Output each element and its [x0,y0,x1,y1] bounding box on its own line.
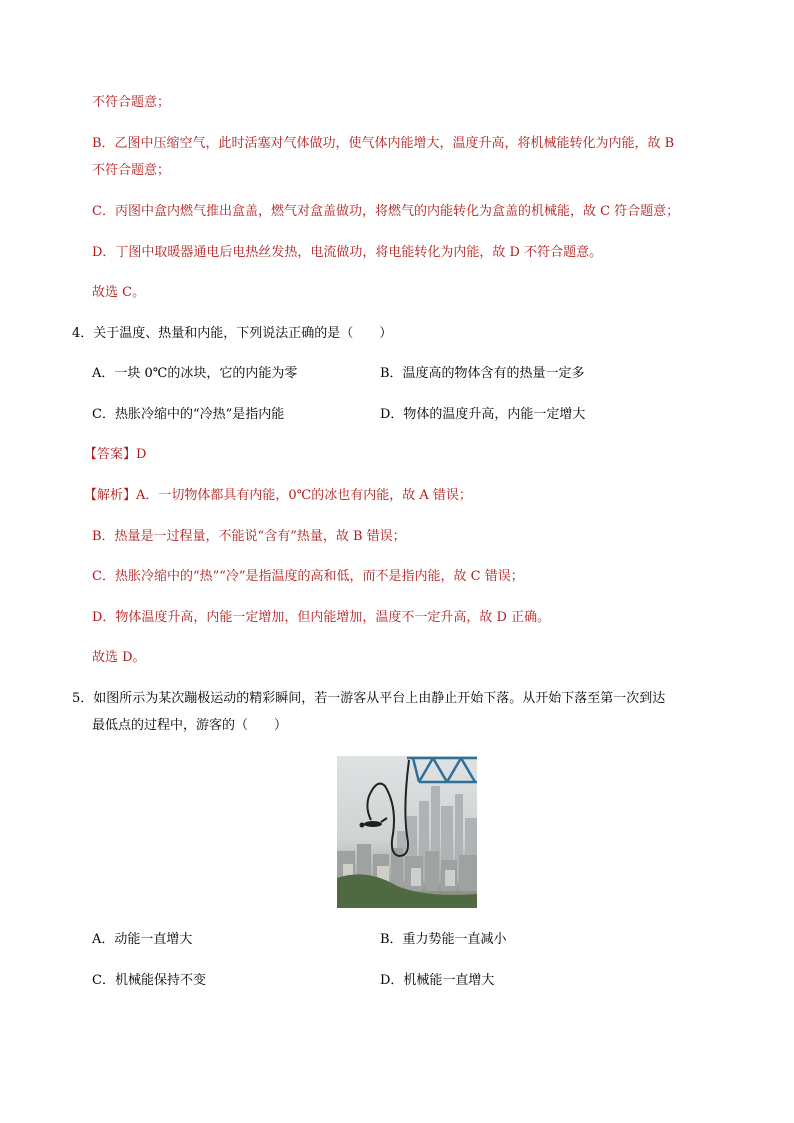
q5-option-c: C．机械能保持不变 [92,973,206,988]
q4-analysis-d: D．物体温度升高，内能一定增加，但内能增加，温度不一定升高，故 D 正确。 [92,610,551,625]
analysis-d-line: D．丁图中取暖器通电后电热丝发热，电流做功，将电能转化为内能，故 D 不符合题意。 [92,245,603,260]
q5-option-a: A．动能一直增大 [92,932,193,947]
q4-analysis-c: C．热胀冷缩中的“热”“冷”是指温度的高和低，而不是指内能，故 C 错误； [92,569,524,584]
q4-option-c: C．热胀冷缩中的“冷热”是指内能 [92,407,285,422]
answer-value: D [136,447,147,462]
analysis-b-line2: 不符合题意； [92,163,171,178]
answer-tag: 【答案】 [84,447,137,462]
q4-analysis-b: B．热量是一过程量，不能说“含有”热量，故 B 错误； [92,529,406,544]
q4-answer [84,446,146,464]
q4-analysis-a [84,487,472,505]
q4-stem: 4．关于温度、热量和内能，下列说法正确的是（ ） [72,326,393,341]
q5-stem-line2: 最低点的过程中，游客的（ ） [92,718,288,733]
q5-option-b: B．重力势能一直减小 [380,932,507,947]
analysis-a-tail: 不符合题意； [92,95,171,110]
analysis-choice: 故选 C。 [92,285,146,300]
analysis-b-line1: B．乙图中压缩空气，此时活塞对气体做功，使气体内能增大，温度升高，将机械能转化为内能，故 B [92,136,675,151]
q5-stem-line1: 5．如图所示为某次蹦极运动的精彩瞬间，若一游客从平台上由静止开始下落。从开始下落至第一次到达 [72,691,666,706]
analysis-c-line: C．丙图中盒内燃气推出盒盖，燃气对盒盖做功，将燃气的内能转化为盒盖的机械能，故 C 符合题意； [92,204,680,219]
q4-option-a: A．一块 0℃的冰块，它的内能为零 [92,366,298,381]
analysis-a-text: A．一切物体都具有内能，0℃的冰也有内能，故 A 错误； [136,488,472,503]
analysis-tag: 【解析】 [84,488,137,503]
q4-option-d: D．物体的温度升高，内能一定增大 [380,407,586,422]
q4-choice: 故选 D。 [92,650,146,665]
q4-option-b: B．温度高的物体含有的热量一定多 [380,366,585,381]
q5-option-d: D．机械能一直增大 [380,973,495,988]
bungee-illustration [337,756,477,908]
bungee-photo [337,756,477,908]
